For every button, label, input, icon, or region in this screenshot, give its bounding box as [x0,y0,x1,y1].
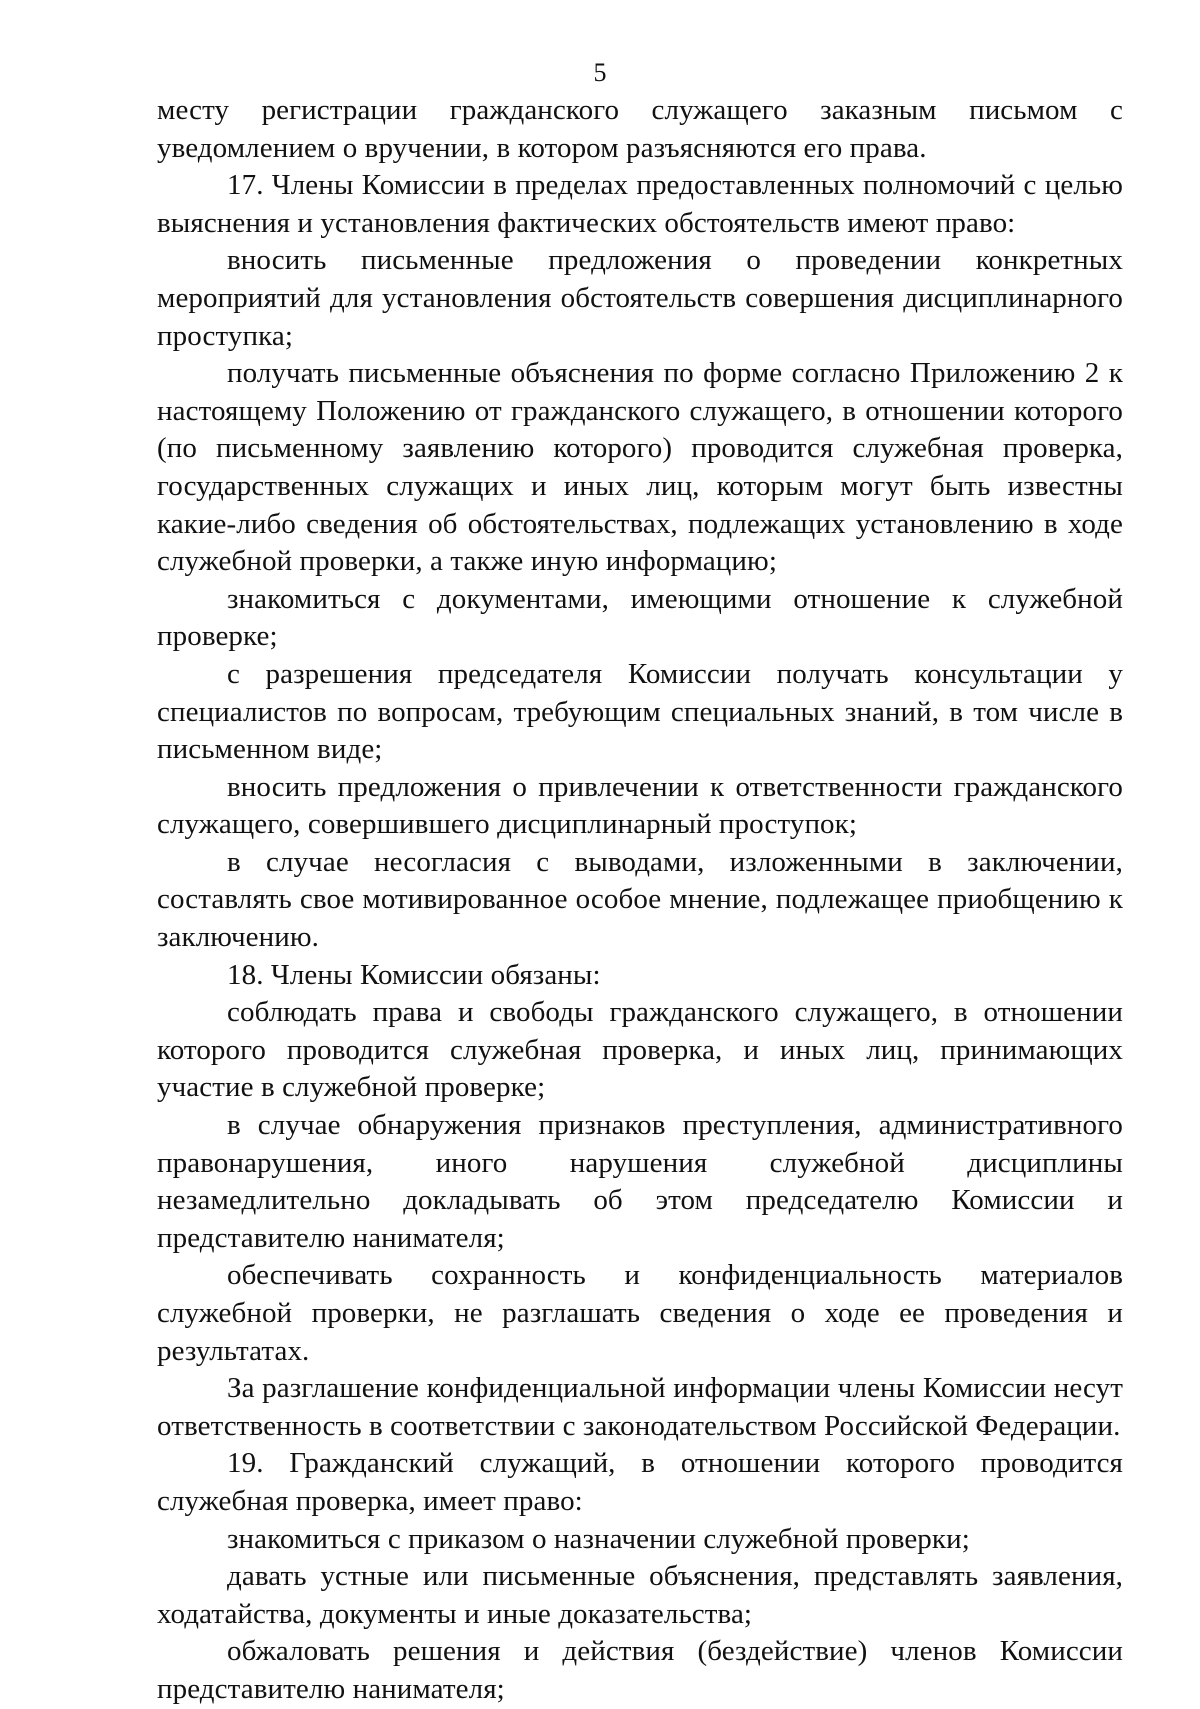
list-item: знакомиться с документами, имеющими отношение к служебной проверке; [157,582,1123,653]
page-number: 5 [593,58,607,87]
list-item: обеспечивать сохранность и конфиденциальность материалов служебной проверки, не разглашать сведения о ходе ее проведения и результатах. [157,1259,1123,1367]
list-item: вносить письменные предложения о проведении конкретных мероприятий для установления обстоятельств совершения дисциплинарного проступка; [157,244,1123,352]
list-item: вносить предложения о привлечении к ответственности гражданского служащего, совершившего дисциплинарный проступок; [157,770,1123,841]
list-item: с разрешения председателя Комиссии получать консультации у специалистов по вопросам, требующим специальных знаний, в том числе в письменном виде; [157,657,1123,766]
list-item: в случае обнаружения признаков преступления, административного правонарушения, иного нарушения служебной дисциплины незамедлительно докладывать об этом председателю Комиссии и представителю нанимателя; [157,1109,1123,1254]
list-item: в случае несогласия с выводами, изложенными в заключении, составлять свое мотивированное особое мнение, подлежащее приобщению к заключению. [157,845,1123,954]
paragraph-17-heading: 17. Члены Комиссии в пределах предоставленных полномочий с целью выяснения и установления фактических обстоятельств имеют право: [157,169,1123,239]
list-item: соблюдать права и свободы гражданского служащего, в отношении которого проводится служебная проверка, и иных лиц, принимающих участие в служебной проверке; [157,996,1123,1104]
paragraph-18-heading: 18. Члены Комиссии обязаны: [227,958,601,991]
list-item: обжаловать решения и действия (бездействие) членов Комиссии представителю нанимателя; [157,1635,1123,1705]
list-item: получать письменные объяснения по форме согласно Приложению 2 к настоящему Положению от гражданского служащего, в отношении которого (по письменному заявлению которого) проводится служебная проверка, государственных служащих и иных лиц, которым могут быть известны какие-либо сведения об обстоятельствах, подлежащих установлению в ходе служебной проверки, а также иную информацию; [157,357,1123,578]
paragraph: За разглашение конфиденциальной информации члены Комиссии несут ответственность в соответствии с законодательством Российской Федерации. [157,1372,1123,1442]
list-item: знакомиться с приказом о назначении служебной проверки; [227,1522,970,1555]
document-body [157,92,1123,1709]
paragraph: месту регистрации гражданского служащего заказным письмом с уведомлением о вручении, в котором разъясняются его права. [157,94,1123,164]
list-item: давать устные или письменные объяснения, представлять заявления, ходатайства, документы и иные доказательства; [157,1560,1123,1630]
paragraph-19-heading: 19. Гражданский служащий, в отношении которого проводится служебная проверка, имеет право: [157,1447,1123,1517]
